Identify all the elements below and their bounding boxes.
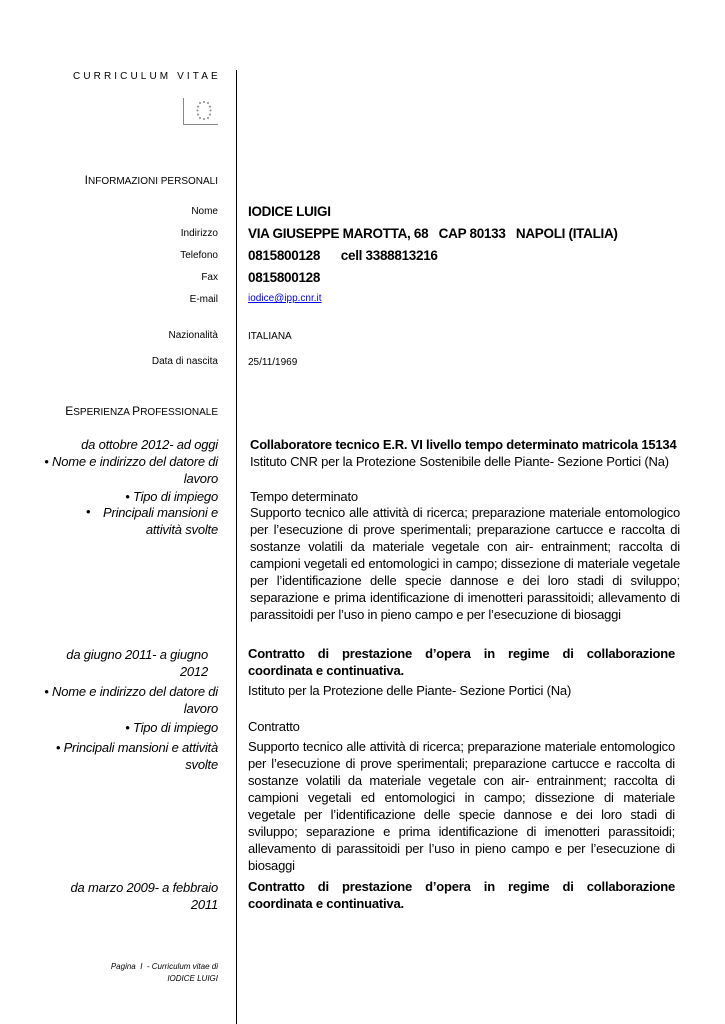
entry-2-type: Contratto: [248, 719, 300, 734]
entry-3-period: da marzo 2009- a febbraio 2011: [70, 880, 218, 912]
entry-2-type-label: • Tipo di impiego: [125, 720, 218, 735]
page-footer: [68, 961, 218, 985]
nationality-label: Nazionalità: [168, 330, 218, 341]
name-value: IODICE LUIGI: [248, 204, 331, 219]
entry-2-period: da giugno 2011- a giugno 2012: [66, 647, 208, 679]
eu-flag-logo: [183, 98, 218, 125]
phone-label: Telefono: [180, 250, 218, 261]
bullet-icon: •: [86, 504, 91, 519]
entry-2-title: Contratto di prestazione d’opera in regime di collaborazione coordinata e continuativa.: [248, 646, 675, 678]
birth-date-label: Data di nascita: [151, 356, 218, 367]
column-divider: [236, 70, 237, 1024]
fax-label: Fax: [201, 272, 218, 283]
fax-value: 0815800128: [248, 270, 321, 285]
entry-3-title: Contratto di prestazione d’opera in regime di collaborazione coordinata e continuativa.: [248, 879, 675, 911]
nationality-value: ITALIANA: [248, 331, 292, 342]
entry-1-employer-label: • Nome e indirizzo del datore di lavoro: [44, 454, 218, 486]
entry-2-employer: Istituto per la Protezione delle Piante- Sezione Portici (Na): [248, 683, 572, 698]
address-label: Indirizzo: [180, 228, 218, 239]
birth-date-value: 25/11/1969: [248, 357, 298, 368]
phone-value: 0815800128 cell 3388813216: [248, 248, 438, 263]
email-label: E-mail: [189, 294, 218, 305]
entry-1-employer: Istituto CNR per la Protezione Sostenibile delle Piante- Sezione Portici (Na): [250, 454, 669, 469]
entry-1-type: Tempo determinato: [250, 489, 358, 504]
footer-line-2: IODICE LUIGI: [167, 974, 218, 983]
entry-1-type-label: • Tipo di impiego: [125, 489, 218, 504]
page-title: CURRICULUM VITAE: [73, 71, 221, 82]
entry-1-duties-label: Principali mansioni e attività svolte: [102, 505, 218, 537]
section-heading-experience: ESPERIENZA PROFESSIONALE: [65, 404, 218, 418]
section-heading-personal: INFORMAZIONI PERSONALI: [84, 173, 218, 187]
entry-1-period: da ottobre 2012- ad oggi: [81, 437, 218, 452]
entry-2-employer-label: • Nome e indirizzo del datore di lavoro: [44, 684, 218, 716]
entry-2-duties-label: • Principali mansioni e attività svolte: [55, 740, 218, 772]
entry-1-duties: Supporto tecnico alle attività di ricerca; preparazione materiale entomologico per l’esecuzione di prove sperimentali; preparazione cartucce e raccolta di sostanze volatili da materiale vegetale con air- entrainment; raccolta di campioni vegetali ed entomologici in campo; dissezione di materiale vegetale per l’identificazione delle specie dannose e dei loro stadi di sviluppo; separazione e prima identificazione di imenotteri parassitoidi; allevamento di parassitoidi per l’uso in pieno campo e per l’esecuzione di biosaggi: [250, 505, 680, 622]
footer-line-1: Pagina I - Curriculum vitae di: [110, 962, 218, 971]
entry-2-duties: Supporto tecnico alle attività di ricerca; preparazione materiale entomologico per l’esecuzione di prove sperimentali; preparazione cartucce e raccolta di sostanze volatili da materiale vegetale con air- entrainment; raccolta di campioni vegetali ed entomologici in campo; dissezione di materiale vegetale per l’identificazione delle specie dannose e dei loro stadi di sviluppo; separazione e prima identificazione di imenotteri parassitoidi; allevamento di parassitoidi per l’uso in pieno campo e per l’esecuzione di biosaggi: [248, 739, 675, 873]
address-value: VIA GIUSEPPE MAROTTA, 68 CAP 80133 NAPOLI (ITALIA): [248, 226, 618, 241]
email-link[interactable]: iodice@ipp.cnr.it: [248, 293, 322, 304]
entry-1-title: Collaboratore tecnico E.R. VI livello tempo determinato matricola 15134: [250, 437, 677, 452]
name-label: Nome: [191, 206, 218, 217]
